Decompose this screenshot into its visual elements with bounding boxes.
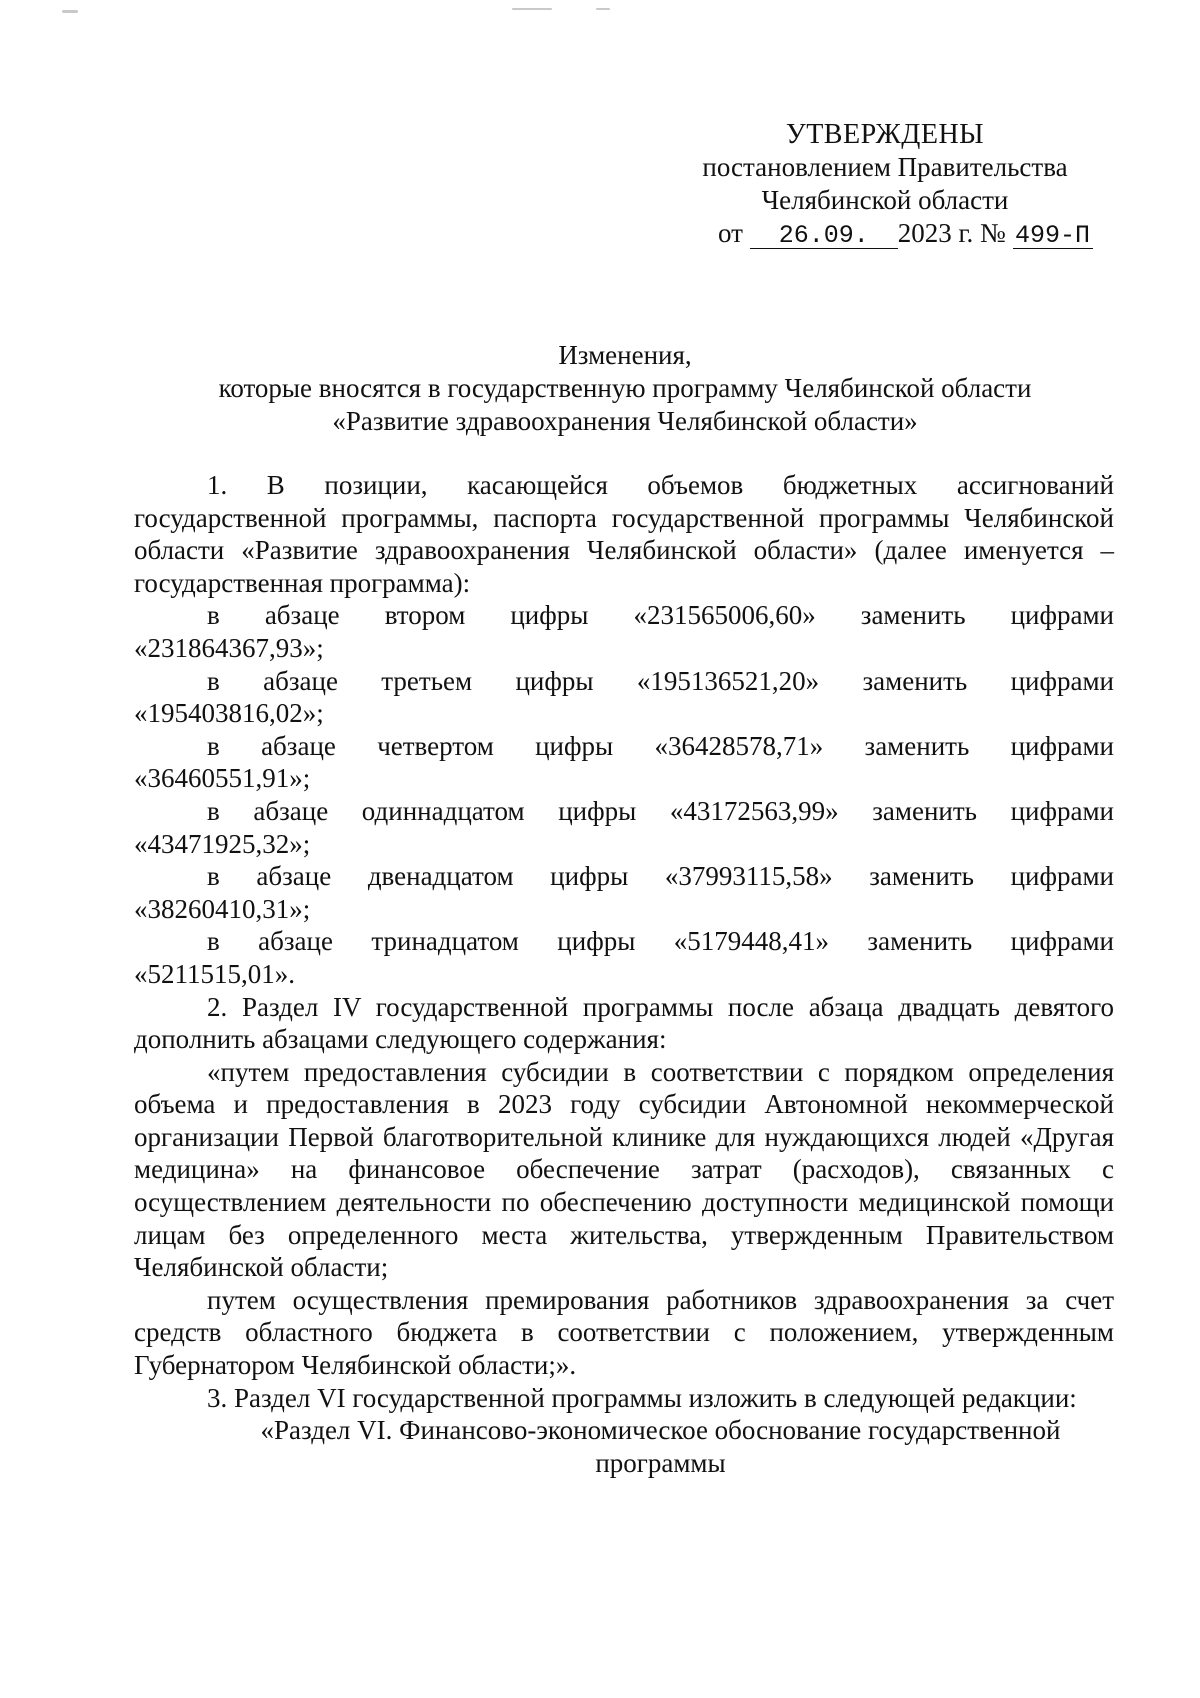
- decree-date: 26.09.: [750, 224, 898, 249]
- approval-line-1: постановлением Правительства: [702, 152, 1068, 182]
- section-title-line-2: программы: [595, 1447, 726, 1478]
- change-line: в абзаце втором цифры «231565006,60» заменить цифрами: [207, 600, 1114, 631]
- heading-line-3: «Развитие здравоохранения Челябинской области»: [332, 406, 918, 436]
- approval-date-line: [660, 217, 1110, 250]
- changes-list: [134, 599, 1114, 990]
- heading-line-2: которые вносятся в государственную программу Челябинской области: [218, 373, 1032, 403]
- change-line: в абзаце тринадцатом цифры «5179448,41» заменить цифрами: [207, 926, 1114, 957]
- scan-artifact: [512, 8, 552, 10]
- document-body: [134, 469, 1114, 1479]
- heading-line-1: Изменения,: [558, 340, 692, 370]
- paragraph-1: 1. В позиции, касающейся объемов бюджетных ассигнований государственной программы, паспорта государственной программы Челябинской области «Развитие здравоохранения Челябинской области» (далее именуется – государственная программа):: [134, 470, 1114, 598]
- scan-artifact: [596, 8, 610, 10]
- change-line: в абзаце двенадцатом цифры «37993115,58» заменить цифрами: [207, 861, 1114, 892]
- section-title: [134, 1414, 1114, 1479]
- change-line: в абзаце одиннадцатом цифры «43172563,99» заменить цифрами: [207, 795, 1114, 826]
- paragraph-4: путем осуществления премирования работников здравоохранения за счет средств областного бюджета в соответствии с положением, утвержденным Губернатором Челябинской области;».: [134, 1284, 1114, 1381]
- approval-stamp-block: [660, 118, 1110, 250]
- change-new-value: «195403816,02»;: [134, 698, 324, 729]
- change-new-value: «5211515,01».: [134, 958, 295, 989]
- document-heading: [130, 339, 1120, 438]
- decree-number: 499-П: [1013, 224, 1093, 249]
- decree-year: 2023 г. №: [897, 218, 1006, 248]
- change-new-value: «38260410,31»;: [134, 893, 311, 924]
- date-prefix: от: [718, 218, 743, 248]
- approval-title: УТВЕРЖДЕНЫ: [785, 119, 985, 150]
- change-new-value: «43471925,32»;: [134, 828, 311, 859]
- paragraph-2: 2. Раздел IV государственной программы после абзаца двадцать девятого дополнить абзацами следующего содержания:: [134, 991, 1114, 1055]
- approval-line-2: Челябинской области: [761, 185, 1009, 215]
- paragraph-3: «путем предоставления субсидии в соответствии с порядком определения объема и предоставления в 2023 году субсидии Автономной некоммерческой организации Первой благотворительной клинике для нуждающихся людей «Другая медицина» на финансовое обеспечение затрат (расходов), связанных с осуществлением деятельности по обеспечению доступности медицинской помощи лицам без определенного места жительства, утвержденным Правительством Челябинской области;: [134, 1056, 1114, 1283]
- section-title-line-1: «Раздел VI. Финансово-экономическое обоснование государственной: [260, 1415, 1061, 1446]
- change-line: в абзаце четвертом цифры «36428578,71» заменить цифрами: [207, 730, 1114, 761]
- change-new-value: «36460551,91»;: [134, 763, 311, 794]
- scan-artifact: [62, 10, 78, 13]
- change-line: в абзаце третьем цифры «195136521,20» заменить цифрами: [207, 665, 1114, 696]
- paragraph-5: 3. Раздел VI государственной программы изложить в следующей редакции:: [207, 1382, 1077, 1413]
- change-new-value: «231864367,93»;: [134, 632, 324, 663]
